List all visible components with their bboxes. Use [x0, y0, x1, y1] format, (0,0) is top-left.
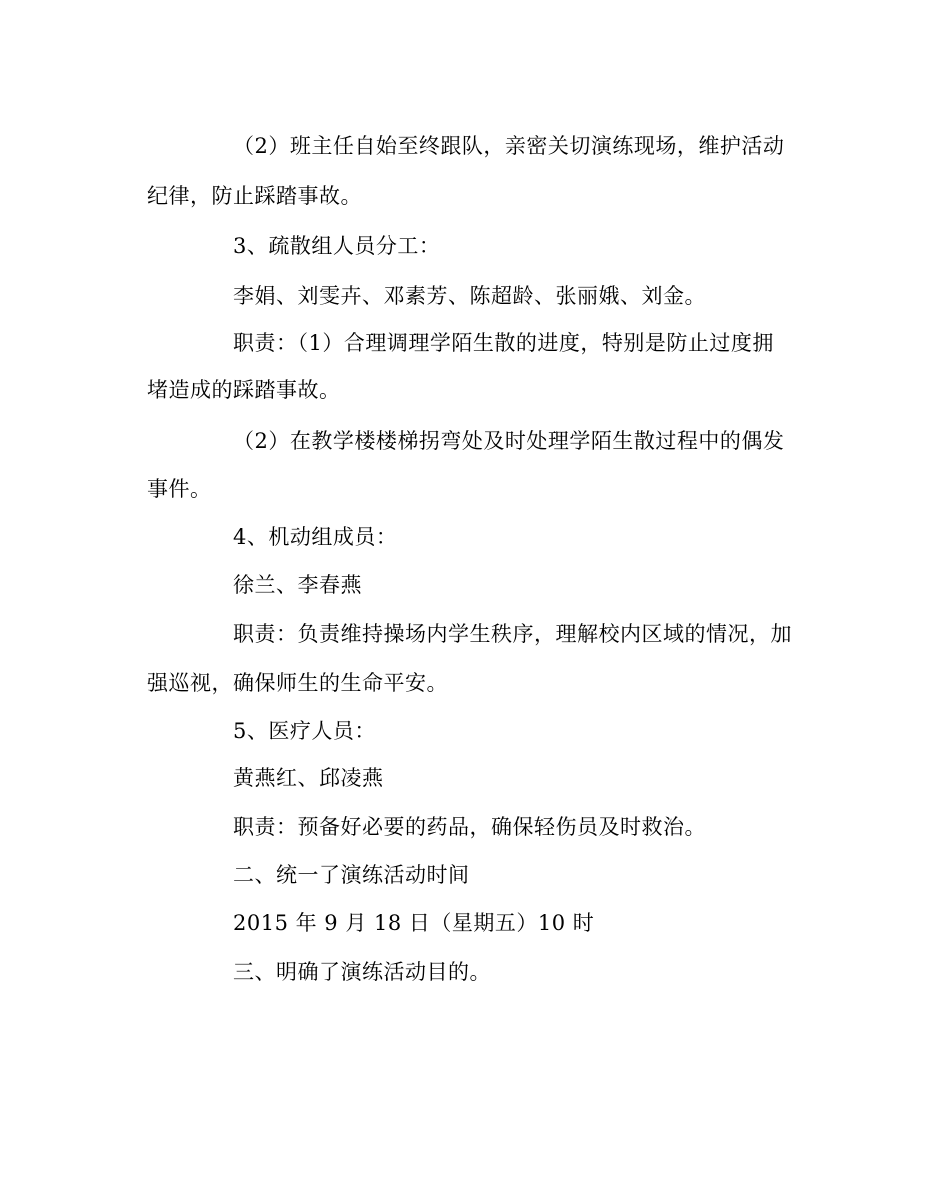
text-line: 职责：（1）合理调理学陌生散的进度，特别是防止过度拥 [233, 331, 774, 355]
section-heading: 4、机动组成员： [233, 525, 398, 549]
text-line: 职责：负责维持操场内学生秩序，理解校内区域的情况，加 [233, 622, 792, 646]
text-line: （2）班主任自始至终跟队，亲密关切演练现场，维护活动 [233, 134, 785, 158]
text-line: 职责：预备好必要的药品，确保轻伤员及时救治。 [233, 815, 706, 839]
text-line: 事件。 [147, 477, 212, 501]
section-heading: 5、医疗人员： [233, 719, 376, 743]
text-line: 徐兰、李春燕 [233, 573, 362, 597]
text-line: 堵造成的踩踏事故。 [147, 378, 341, 402]
text-line: 2015 年 9 月 18 日（星期五）10 时 [233, 911, 595, 935]
section-heading: 3、疏散组人员分工： [233, 234, 441, 258]
text-line: 强巡视，确保师生的生命平安。 [147, 671, 448, 695]
text-line: 李娟、刘雯卉、邓素芳、陈超龄、张丽娥、刘金。 [233, 284, 706, 308]
section-heading: 二、统一了演练活动时间 [233, 863, 470, 887]
text-line: 黄燕红、邱凌燕 [233, 766, 384, 790]
text-line: （2）在教学楼楼梯拐弯处及时处理学陌生散过程中的偶发 [233, 429, 785, 453]
section-heading: 三、明确了演练活动目的。 [233, 960, 491, 984]
text-line: 纪律，防止踩踏事故。 [147, 184, 362, 208]
